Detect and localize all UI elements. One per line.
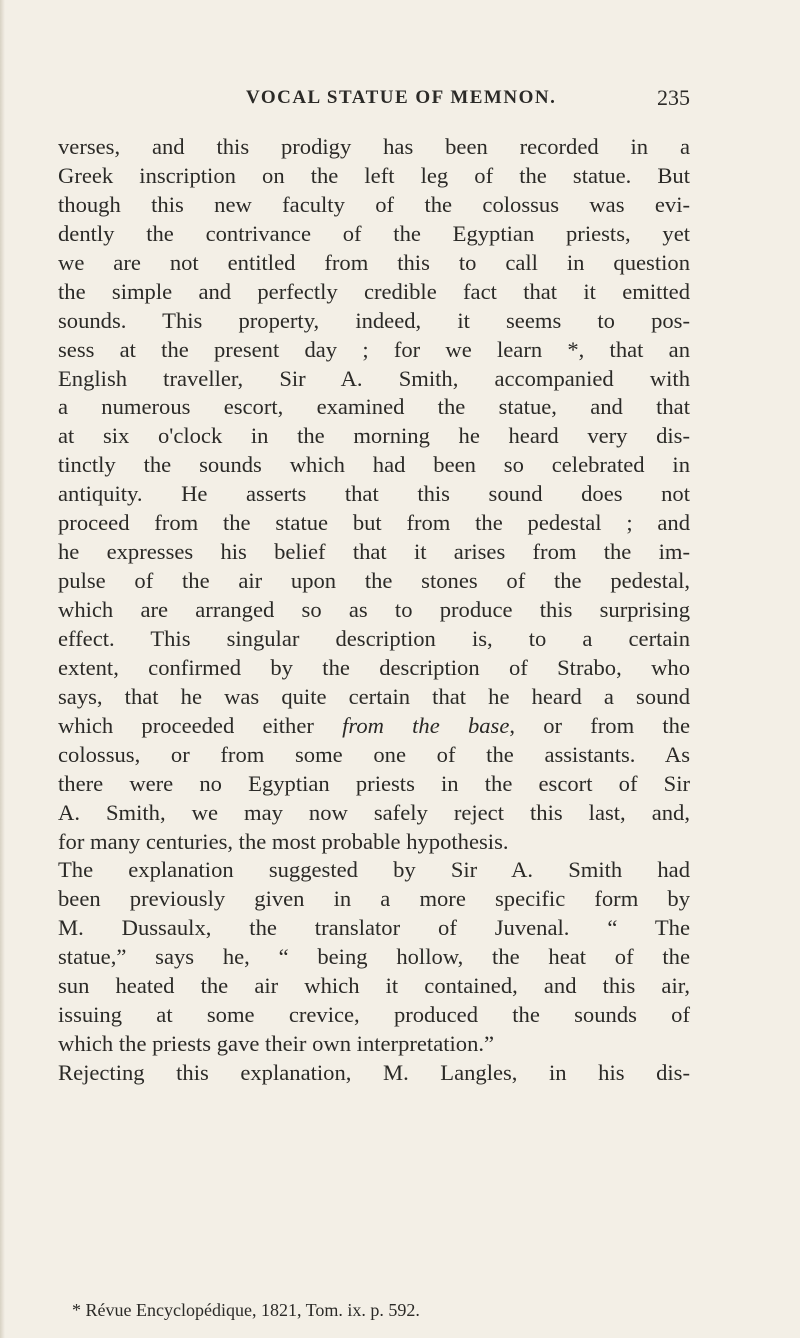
text-line: effect. This singular description is, to a certain	[58, 625, 690, 651]
text-line: we are not entitled from this to call in question	[58, 249, 690, 275]
running-title: VOCAL STATUE OF MEMNON.	[246, 87, 557, 108]
text-line: dently the contrivance of the Egyptian priests, yet	[58, 220, 690, 246]
text-line: statue,” says he, “ being hollow, the heat of the	[58, 944, 690, 970]
footnote: * Révue Encyclopédique, 1821, Tom. ix. p. 592.	[72, 1300, 420, 1320]
text-line: which are arranged so as to produce this surprising	[58, 597, 690, 622]
text-line: sounds. This property, indeed, it seems to pos-	[58, 307, 690, 333]
text-line-with-italic	[58, 712, 690, 741]
text-line: sun heated the air which it contained, and this air,	[58, 973, 690, 999]
text-line: A. Smith, we may now safely reject this last, and,	[58, 799, 690, 825]
text-line: tinctly the sounds which had been so celebrated in	[58, 452, 690, 478]
text-segment: , or from the	[509, 712, 690, 738]
text-line: Rejecting this explanation, M. Langles, in his dis-	[58, 1060, 690, 1085]
text-line: verses, and this prodigy has been recorded in a	[58, 134, 690, 159]
italic-phrase: from the base	[342, 712, 510, 738]
text-line: says, that he was quite certain that he heard a sound	[58, 683, 690, 709]
running-head	[58, 87, 690, 117]
text-line: issuing at some crevice, produced the sounds of	[58, 1002, 690, 1028]
text-segment: which proceeded either	[58, 712, 343, 738]
text-line: M. Dussaulx, the translator of Juvenal. “ The	[58, 915, 690, 941]
text-line: extent, confirmed by the description of Strabo, who	[58, 654, 690, 680]
text-line: The explanation suggested by Sir A. Smith had	[58, 857, 690, 883]
text-line: been previously given in a more specific form by	[58, 886, 690, 912]
text-line: proceed from the statue but from the pedestal ; and	[58, 510, 690, 536]
text-line: English traveller, Sir A. Smith, accompanied with	[58, 365, 690, 391]
text-line: a numerous escort, examined the statue, and that	[58, 394, 690, 420]
text-line: for many centuries, the most probable hypothesis.	[58, 828, 509, 854]
text-line: sess at the present day ; for we learn *, that an	[58, 336, 690, 362]
text-line: there were no Egyptian priests in the escort of Sir	[58, 770, 690, 796]
text-line: which the priests gave their own interpretation.”	[58, 1031, 495, 1057]
text-line: antiquity. He asserts that this sound does not	[58, 481, 690, 507]
text-line: he expresses his belief that it arises from the im-	[58, 539, 690, 565]
text-line: pulse of the air upon the stones of the pedestal,	[58, 568, 690, 594]
text-line: colossus, or from some one of the assistants. As	[58, 741, 690, 767]
text-line: at six o'clock in the morning he heard very dis-	[58, 423, 690, 449]
body-text	[58, 133, 690, 1088]
text-line: though this new faculty of the colossus was evi-	[58, 191, 690, 217]
page-edge-shadow	[0, 0, 5, 1338]
text-line: Greek inscription on the left leg of the statue. But	[58, 162, 690, 188]
text-line: the simple and perfectly credible fact that it emitted	[58, 278, 690, 304]
page-number: 235	[657, 85, 690, 110]
